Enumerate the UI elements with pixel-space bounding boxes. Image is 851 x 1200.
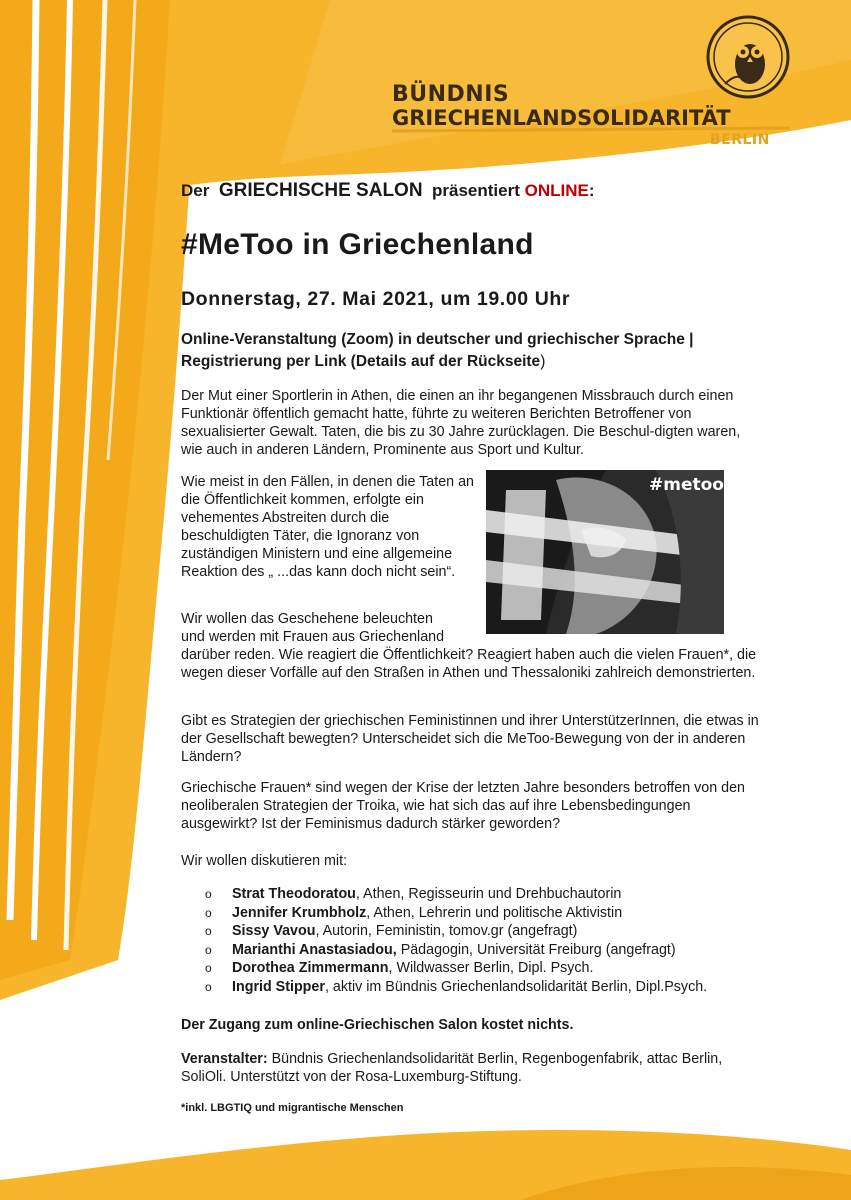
photo-hashtag: #metoo <box>649 475 724 495</box>
list-item: o Ingrid Stipper, aktiv im Bündnis Griechenlandsolidarität Berlin, Dipl.Psych. <box>205 978 708 995</box>
logo-line-berlin: BERLIN <box>710 132 770 148</box>
online-highlight: ONLINE <box>524 181 589 200</box>
free-access-note: Der Zugang zum online-Griechischen Salon kostet nichts. <box>181 1017 574 1033</box>
footnote: *inkl. LBGTIQ und migrantische Menschen <box>181 1102 404 1114</box>
list-item: o Jennifer Krumbholz, Athen, Lehrerin und politische Aktivistin <box>205 904 623 921</box>
logo-line-bundnis: BÜNDNIS <box>392 82 510 107</box>
salon-subtitle: Der GRIECHISCHE SALON präsentiert ONLINE: <box>181 180 595 201</box>
paragraph-discussion: Wir wollen das Geschehene beleuchten und werden mit Frauen aus Griechenland darüber reden. Wie reagiert die Öffentlichkeit? Reagiert haben auch die vielen Frauen*, die wegen dieser Vorfälle auf den Straßen in Athen und Thessaloniki zahlreich demonstrierten. <box>181 611 757 681</box>
bullet-icon: o <box>205 905 212 920</box>
bullet-icon: o <box>205 887 212 901</box>
organizer-info: Veranstalter: Bündnis Griechenlandsolidarität Berlin, Regenbogenfabrik, attac Berlin, SoliOli. Unterstützt von der Rosa-Luxemburg-Stiftung. <box>181 1051 723 1085</box>
event-date: Donnerstag, 27. Mai 2021, um 19.00 Uhr <box>181 288 571 310</box>
paragraph-intro: Der Mut einer Sportlerin in Athen, die einen an ihr begangenen Missbrauch durch einen Funktionär öffentlich gemacht hatte, führte zu weiteren Berichten Betroffener von sexualisierter Gewalt. Taten, die bis zu 30 Jahre zurücklagen. Die Beschul-digten waren, wie auch in anderen Ländern, Prominente aus Sport und Kultur. <box>181 388 741 458</box>
bullet-icon: o <box>205 942 212 957</box>
online-info: Online-Veranstaltung (Zoom) in deutscher und griechischer Sprache | Registrierung per Link (Details auf der Rückseite) <box>181 331 694 370</box>
logo-line-griechenland: GRIECHENLANDSOLIDARITÄT <box>392 106 731 130</box>
bullet-icon: o <box>205 924 212 938</box>
bullet-icon: o <box>205 961 212 975</box>
paragraph-strategies: Gibt es Strategien der griechischen Feministinnen und ihrer UnterstützerInnen, die etwas in der Gesellschaft bewegten? Unterscheidet sich die MeToo-Bewegung von der in anderen Ländern? <box>181 713 759 765</box>
list-item: o Marianthi Anastasiadou, Pädagogin, Universität Freiburg (angefragt) <box>205 941 676 958</box>
speaker-list <box>181 885 781 996</box>
logo-emblem <box>705 14 791 100</box>
paragraph-crisis: Griechische Frauen* sind wegen der Krise der letzten Jahre besonders betroffen von den neoliberalen Strategien der Troika, wie hat sich das auf ihre Lebensbedingungen ausgewirkt? Ist der Feminismus dadurch stärker geworden? <box>181 780 746 832</box>
list-item: o Dorothea Zimmermann, Wildwasser Berlin, Dipl. Psych. <box>205 960 594 976</box>
paragraph-speakers-intro: Wir wollen diskutieren mit: <box>181 853 348 869</box>
list-item: o Sissy Vavou, Autorin, Feministin, tomov.gr (angefragt) <box>205 923 578 939</box>
event-title: #MeToo in Griechenland <box>181 228 534 261</box>
list-item: o Strat Theodoratou, Athen, Regisseurin und Drehbuchautorin <box>205 886 622 902</box>
bullet-icon: o <box>205 979 212 994</box>
paragraph-denial: Wie meist in den Fällen, in denen die Taten an die Öffentlichkeit kommen, erfolgte ein vehementes Abstreiten durch die beschuldigten Täter, die Ignoranz von zuständigen Ministern und eine allgemeine Reaktion des „ ...das kann doch nicht sein“. <box>181 474 475 580</box>
salon-name: GRIECHISCHE SALON <box>218 180 423 201</box>
